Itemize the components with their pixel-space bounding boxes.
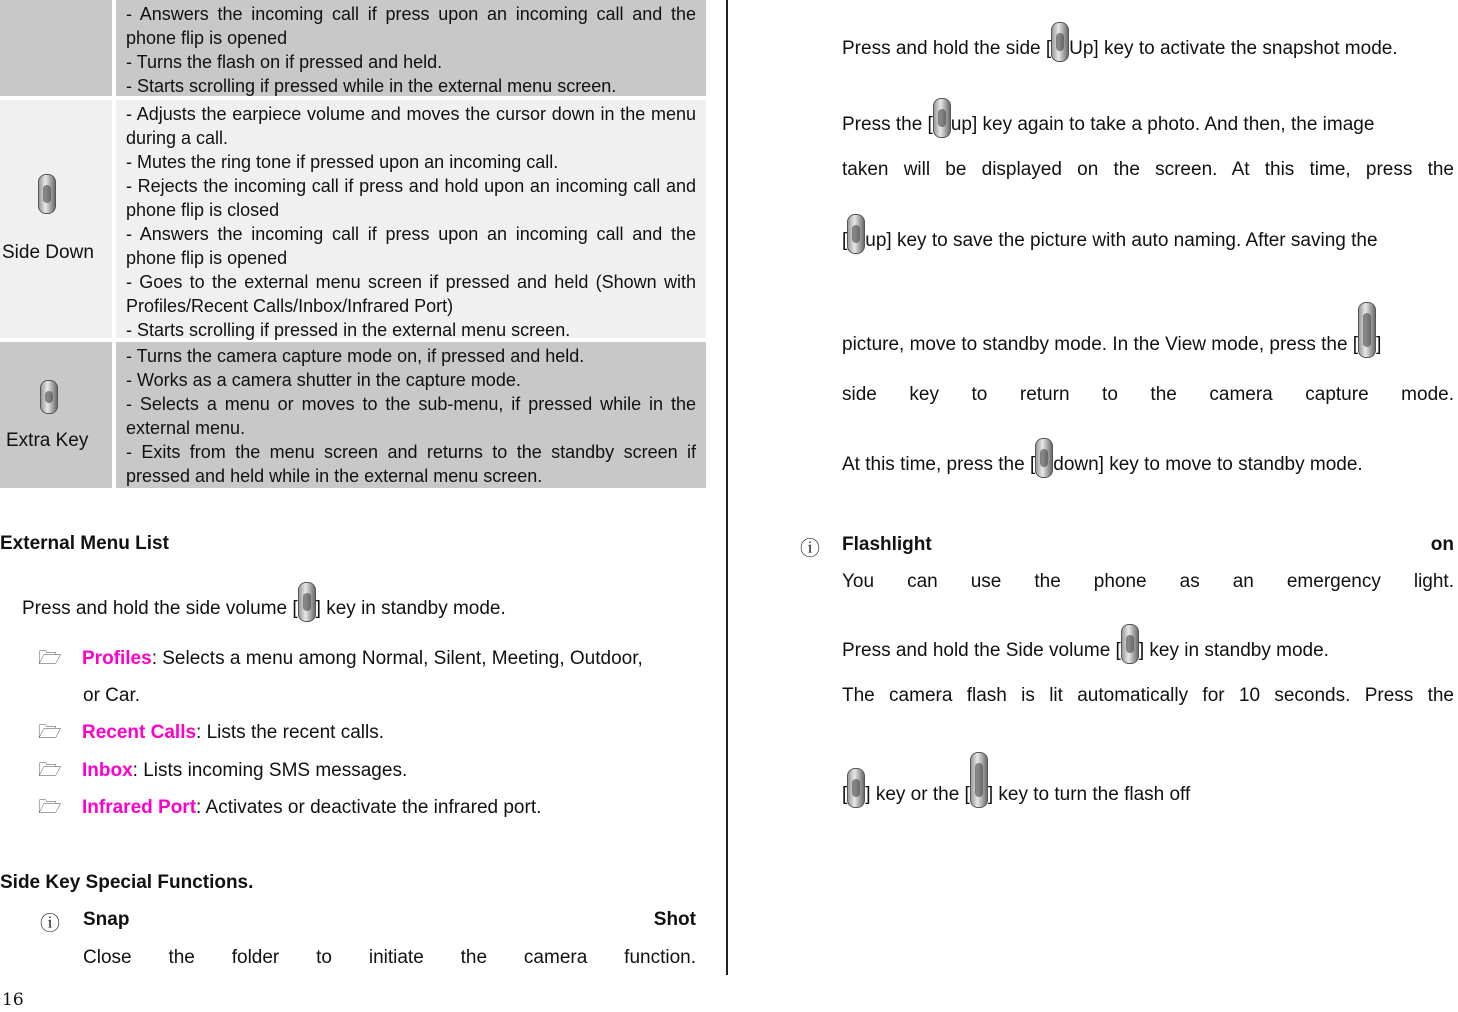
snapshot-line-1 <box>842 10 1456 62</box>
menu-item-profiles <box>38 646 708 672</box>
flash-line-4-a: [ <box>842 784 848 805</box>
table-row2-desc <box>116 100 706 338</box>
row2-line-6: - Starts scrolling if pressed in the external menu screen. <box>126 320 571 340</box>
snapshot-line-2 <box>842 86 1456 138</box>
snapshot-line-7-pre: At this time, press the [ <box>842 454 1036 475</box>
row1-line-2: - Turns the flash on if pressed and held. <box>126 52 443 72</box>
snapshot-line-4-pre: [ <box>842 230 848 251</box>
menu-item-recent-calls <box>38 720 384 746</box>
row2-line-2: - Mutes the ring tone if pressed upon an incoming call. <box>126 152 559 172</box>
flash-line-1: You can use the phone as an emergency light. <box>842 571 1454 592</box>
table-row1-desc <box>116 0 706 96</box>
table-row3-desc <box>116 342 706 488</box>
press-volume-pre: Press and hold the side volume [ <box>22 598 298 619</box>
row2-line-1: - Adjusts the earpiece volume and moves the cursor down in the menu during a call. <box>126 104 696 148</box>
snapshot-line-5-pre: picture, move to standby mode. In the View mode, press the [ <box>842 334 1359 355</box>
row3-line-2: - Works as a camera shutter in the capture mode. <box>126 370 521 390</box>
row3-line-4: - Exits from the menu screen and returns to the standby screen if pressed and held while in the external menu screen. <box>126 442 696 486</box>
flashlight-title: Flashlight on <box>842 534 1454 555</box>
up-key-icon <box>1051 22 1069 62</box>
row3-line-1: - Turns the camera capture mode on, if pressed and held. <box>126 346 585 366</box>
snapshot-line-1-pre: Press and hold the side [ <box>842 38 1052 59</box>
inbox-desc: : Lists incoming SMS messages. <box>132 760 408 781</box>
side-volume-icon <box>298 582 316 622</box>
table-row1-key-cell <box>0 0 112 96</box>
row1-line-3: - Starts scrolling if pressed while in the external menu screen. <box>126 76 617 96</box>
snapshot-line-7-post: down] key to move to standby mode. <box>1053 454 1363 475</box>
up-key-icon <box>847 214 865 254</box>
snapshot-line-7 <box>842 424 1456 478</box>
press-volume-post: ] key in standby mode. <box>315 598 506 619</box>
flash-line-4 <box>842 732 1456 808</box>
snap-shot-title: Snap Shot <box>83 909 696 930</box>
profiles-term: Profiles <box>82 648 152 669</box>
flash-line-3: The camera flash is lit automatically for 10 seconds. Press the <box>842 685 1454 706</box>
infrared-port-desc: : Activates or deactivate the infrared port. <box>196 797 542 818</box>
folder-bullet-icon: 🗁 <box>38 722 62 743</box>
flash-line-4-b: ] key or the [ <box>865 784 970 805</box>
menu-item-infrared-port <box>38 795 541 821</box>
row2-line-5: - Goes to the external menu screen if pressed and held (Shown with Profiles/Recent Calls/Inbox/Infrared Port) <box>126 272 696 316</box>
profiles-desc: : Selects a menu among Normal, Silent, Meeting, Outdoor, <box>151 648 643 669</box>
side-volume-icon <box>1121 624 1139 664</box>
side-key-icon <box>970 752 988 808</box>
profiles-continuation: or Car. <box>83 685 141 706</box>
snapshot-line-2-post: up] key again to take a photo. And then, the image <box>950 114 1375 135</box>
snapshot-line-6: side key to return to the camera capture mode. <box>842 384 1454 405</box>
inbox-term: Inbox <box>82 760 133 781</box>
up-key-icon <box>847 768 865 808</box>
up-key-icon <box>933 98 951 138</box>
page-number: 16 <box>2 990 24 1010</box>
side-down-key-icon <box>38 174 56 214</box>
extra-key-label: Extra Key <box>6 430 89 451</box>
row2-line-3: - Rejects the incoming call if press and hold upon an incoming call and phone flip is closed <box>126 176 696 220</box>
flash-line-2-pre: Press and hold the Side volume [ <box>842 640 1121 661</box>
recent-calls-term: Recent Calls <box>82 722 197 743</box>
extra-key-icon <box>40 380 58 414</box>
recent-calls-desc: : Lists the recent calls. <box>196 722 385 743</box>
snapshot-line-4-post: up] key to save the picture with auto naming. After saving the <box>865 230 1378 251</box>
snapshot-line-4 <box>842 198 1456 254</box>
snapshot-line-2-pre: Press the [ <box>842 114 933 135</box>
folder-bullet-icon: 🗁 <box>38 797 62 818</box>
infrared-port-term: Infrared Port <box>82 797 197 818</box>
external-menu-heading: External Menu List <box>0 533 169 554</box>
snap-info-icon: ⓘ <box>40 913 60 935</box>
row3-line-3: - Selects a menu or moves to the sub-menu, if pressed while in the external menu. <box>126 394 696 438</box>
flash-line-4-c: ] key to turn the flash off <box>987 784 1191 805</box>
row1-line-1: - Answers the incoming call if press upon an incoming call and the phone flip is opened <box>126 4 696 48</box>
flash-info-icon: ⓘ <box>800 538 820 560</box>
flash-line-2 <box>842 614 1456 664</box>
snapshot-line-1-post: Up] key to activate the snapshot mode. <box>1069 38 1398 59</box>
folder-bullet-icon: 🗁 <box>38 760 62 781</box>
snapshot-line-5 <box>842 282 1456 358</box>
snapshot-line-3: taken will be displayed on the screen. At this time, press the <box>842 159 1454 180</box>
side-key-icon <box>1358 302 1376 358</box>
snap-shot-line: Close the folder to initiate the camera function. <box>83 947 696 968</box>
press-volume-line <box>22 576 506 622</box>
table-row2-key-cell <box>0 100 112 338</box>
side-down-label: Side Down <box>2 242 94 263</box>
row2-line-4: - Answers the incoming call if press upon an incoming call and the phone flip is opened <box>126 224 696 268</box>
folder-bullet-icon: 🗁 <box>38 648 62 669</box>
table-row3-key-cell <box>0 342 112 488</box>
menu-item-inbox <box>38 758 407 784</box>
side-key-heading: Side Key Special Functions. <box>0 872 254 893</box>
down-key-icon <box>1035 438 1053 478</box>
flash-line-2-post: ] key in standby mode. <box>1138 640 1329 661</box>
column-divider <box>726 0 728 975</box>
snapshot-line-5-post: ] <box>1376 334 1382 355</box>
